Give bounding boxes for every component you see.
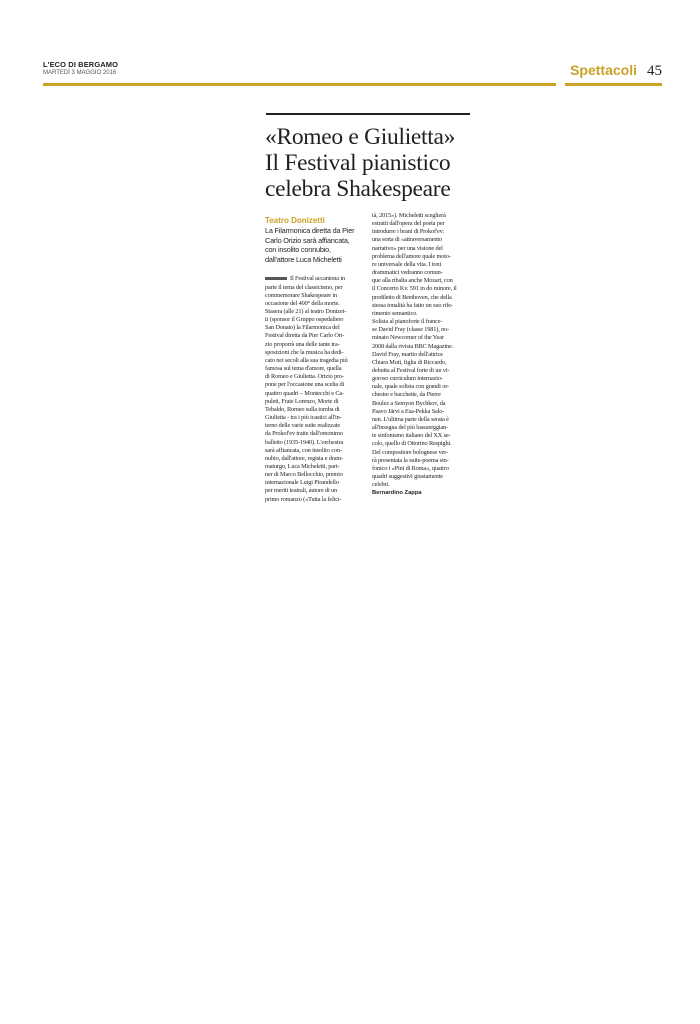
body-line: problema dell'amore quale moto-: [372, 252, 451, 260]
headline: [265, 124, 471, 202]
body-line: quadri suggestivi giustamente: [372, 473, 443, 480]
section-header: [570, 62, 662, 80]
body-line: Giulietta - tra i più icastici all'in-: [265, 414, 342, 422]
body-line: nubio, dall'attore, regista e dram-: [265, 454, 344, 462]
body-line: terno delle varie suite realizzate: [265, 422, 340, 430]
body-line: Paavo Järvi a Esa-Pekka Salo-: [372, 407, 445, 415]
body-line: drammatici vedranno comun-: [372, 269, 443, 277]
body-line-text: Il Festival accantona in: [290, 275, 345, 283]
summary-line: La Filarmonica diretta da Pier: [265, 226, 355, 235]
body-line: nale, quale solista con grandi or-: [372, 383, 449, 391]
body-line: Del compositore bolognese ver-: [372, 448, 448, 456]
body-line: Tebaldo, Romeo sulla tomba di: [265, 405, 340, 413]
body-line: zio proporrà una delle tante tra-: [265, 340, 340, 348]
article-column-left: [265, 212, 364, 504]
body-line: tà, 2015»). Micheletti sceglierà: [372, 212, 446, 219]
header-rule-left: [43, 83, 556, 86]
body-line: fonico i «Pini di Roma», quattro: [372, 464, 449, 472]
header-rule-right: [565, 83, 662, 86]
body-line: primo romanzo («Tutta la felici-: [265, 495, 342, 503]
headline-line: Il Festival pianistico: [265, 150, 451, 176]
body-line: colo, quello di Ottorino Respighi.: [372, 440, 452, 448]
summary-line: con insolito connubio,: [265, 245, 331, 255]
body-line: debutta al Festival forte di un vi-: [372, 366, 450, 374]
body-line: San Donato) la Filarmonica del: [265, 324, 340, 332]
body-line: rimento semantico.: [372, 309, 418, 317]
body-line: celebri.: [372, 481, 390, 489]
body-line: minato Newcomer of the Year: [372, 334, 444, 342]
body-line: parte il tema del classicismo, per: [265, 283, 343, 291]
body-line: chestre e bacchette, da Pierre: [372, 391, 441, 399]
body-line: internazionale Luigi Pirandello: [265, 479, 339, 487]
body-line: nen. L'ultima parte della serata è: [372, 415, 449, 423]
body-line: Boulez a Semyon Bychkov, da: [372, 399, 446, 407]
body-line: rà presentata la suite-poema sin-: [372, 456, 449, 464]
summary-line: dall'attore Luca Micheletti: [265, 254, 342, 264]
body-line: Chiara Muti, figlia di Riccardo,: [372, 358, 447, 366]
body-line: balletto (1935-1940). L'orchestra: [265, 438, 344, 446]
kicker: Teatro Donizetti: [265, 216, 325, 225]
body-line: Festival diretta da Pier Carlo Ori-: [265, 332, 345, 340]
body-line: Solista al pianoforte il france-: [372, 318, 443, 326]
body-line: estratti dall'opera del poeta per: [372, 220, 445, 228]
body-line: famosa sul tema d'amore, quella: [265, 365, 342, 373]
newspaper-name: L'ECO DI BERGAMO: [43, 60, 119, 69]
body-line: te sinfonismo italiano del XX se-: [372, 432, 451, 440]
body-line: quattro quadri – Montecchi e Ca-: [265, 389, 344, 397]
body-line: ti (sponsor il Gruppo ospedaliero: [265, 316, 344, 324]
body-line: cato nei secoli alla sua tragedia più: [265, 356, 348, 364]
body-line: sposizioni che la musica ha dedi-: [265, 348, 344, 356]
body-line: narrativo» per una visione del: [372, 244, 443, 252]
body-line: di Romeo e Giulietta. Orizio pro-: [265, 373, 344, 381]
body-line: prediletto di Beethoven, che della: [372, 293, 452, 301]
body-line: re universale della vita. I toni: [372, 260, 441, 268]
article-top-rule: [266, 113, 470, 115]
body-line: puleti, Frate Lorenzo, Morte di: [265, 397, 339, 405]
article-column-right: [372, 212, 471, 504]
headline-line: celebra Shakespeare: [265, 176, 451, 202]
masthead: [43, 60, 118, 77]
body-line: maturgo, Luca Micheletti, part-: [265, 462, 340, 470]
body-line: da Prokof'ev tratte dall'omonimo: [265, 430, 343, 438]
article-columns: [265, 212, 471, 504]
body-line: Stasera (alle 21) al teatro Donizet-: [265, 308, 347, 315]
byline: Bernardino Zappa: [372, 490, 422, 497]
body-line: pone per l'occasione una scelta di: [265, 381, 345, 389]
issue-date: MARTEDÌ 3 MAGGIO 2016: [43, 70, 117, 76]
body-line: stessa tonalità ha fatto un suo rife-: [372, 301, 453, 309]
summary: [265, 226, 364, 264]
lead-bar: [265, 277, 287, 280]
section-name: Spettacoli: [570, 62, 637, 78]
body-line: per meriti teatrali, autore di un: [265, 487, 337, 495]
body-line: una sorta di «attraversamento: [372, 236, 442, 244]
body-line: ner di Marco Bellocchio, premio: [265, 471, 343, 479]
body-line: occasione del 400° della morte.: [265, 299, 340, 307]
body-line: sarà affiancata, con insolito con-: [265, 446, 342, 454]
body-line: 2008 dalla rivista BBC Magazine.: [372, 342, 454, 350]
body-line: introdurre i brani di Prokof'ev:: [372, 228, 445, 236]
body-line: se David Fray (classe 1981), no-: [372, 326, 450, 334]
body-line: [265, 275, 364, 283]
body-line: David Fray, marito dell'attrice: [372, 350, 443, 358]
headline-line: «Romeo e Giulietta»: [265, 124, 456, 150]
body-column-1: [265, 275, 364, 503]
article: [265, 113, 471, 504]
body-line: goroso curriculum internazio-: [372, 375, 443, 383]
summary-line: Carlo Orizio sarà affiancata,: [265, 235, 350, 245]
page-number: 45: [647, 63, 662, 79]
body-column-2: [372, 212, 471, 489]
body-line: all'insegna del più lussureggian-: [372, 424, 449, 432]
body-line: commemorare Shakespeare in: [265, 291, 337, 299]
body-line: il Concerto Kv. 591 in do minore, il: [372, 285, 457, 293]
body-line: que alla ribalta anche Mozart, con: [372, 277, 453, 285]
